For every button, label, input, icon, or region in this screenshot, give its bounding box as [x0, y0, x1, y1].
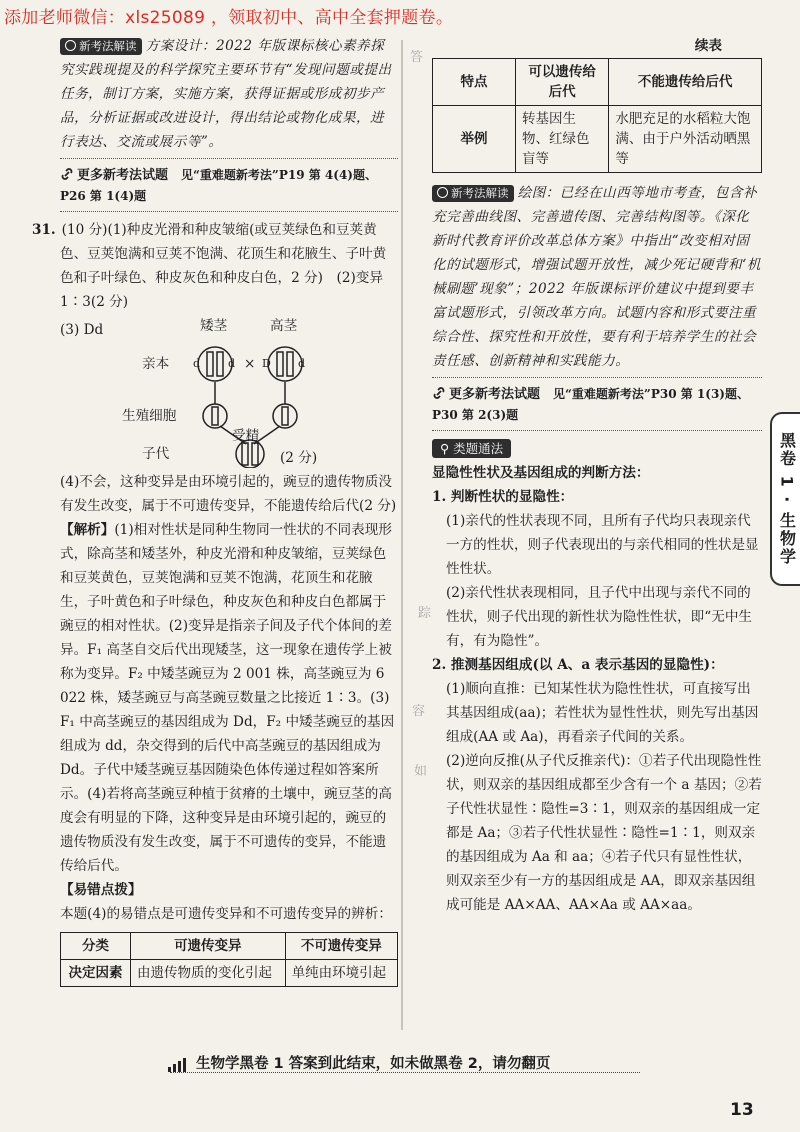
allele-label: d	[228, 357, 236, 370]
divider	[60, 158, 398, 159]
continued-label: 续表	[694, 38, 722, 54]
question-31	[32, 218, 398, 314]
inheritance-diagram	[60, 318, 398, 468]
table-header: 分类	[61, 933, 131, 960]
gutter-fragment: 答	[410, 50, 425, 65]
gutter-fragment: 踪	[418, 606, 433, 621]
new-exam-badge: 新考法解读	[60, 38, 142, 55]
parent-short	[198, 347, 232, 381]
analysis-text: (1)相对性状是同种生物同一性状的不同表现形式，除高茎和矮茎外，种皮光滑和种皮皱缩，豆荚绿色和豆荚黄色，豆荚饱满和豆荚不饱满，花顶生和花腋生，子叶黄色和子叶绿色，种皮灰色和种皮白色都属于豌豆的相对性状。(2)变异是指亲子间及子代个体间的差异。F₁ 高茎自交后代出现矮茎，这一现象在遗传学上被称为变异。F₂ 中矮茎豌豆为 2 001 株，高茎豌豆为 6 022 株，矮茎豌豆与高茎豌豆数量之比接近 1∶3。(3) F₁ 中高茎豌豆的基因组成为 Dd，F₂ 中矮茎豌豆的基因组成为 dd，杂交得到的后代中高茎豌豆的基因组成为 Dd。子代中矮茎豌豆基因随染色体传递过程如答案所示。(4)若将高茎豌豆种植于贫瘠的土壤中，豌豆茎的高度会有明显的下降，这种变异是由环境引起的，豌豆的遗传物质没有发生改变，属于不可遗传的变异，不能遗传给后代。	[60, 522, 395, 874]
more-questions	[60, 165, 398, 207]
question-number: 31.	[32, 222, 56, 238]
divider	[432, 430, 762, 431]
error-text: 本题(4)的易错点是可遗传变异和不可遗传变异的辨析：	[60, 906, 392, 922]
watermark: 添加老师微信：xls25089 ，领取初中、高中全套押题卷。	[4, 8, 454, 28]
gamete-short	[203, 382, 227, 428]
label-fertilization: 受精	[232, 428, 260, 444]
signal-bars-icon	[168, 1058, 188, 1072]
link-icon	[60, 167, 74, 181]
continued-table	[432, 58, 762, 173]
answer-1-2: (1)种皮光滑和种皮皱缩(或豆荚绿色和豆荚黄色、豆荚饱满和豆荚不饱满、花顶生和花腋生、子叶黄色和子叶绿色、种皮灰色和种皮白色，2 分) (2)变异 1∶3(2 分)	[60, 222, 397, 310]
more-label: 更多新考法试题	[77, 168, 169, 183]
table-row	[433, 106, 762, 173]
more-ref: 见“重难题新考法”P19 第 4(4)题、P26 第 1(4)题	[60, 168, 377, 203]
label-offspring: 子代	[142, 446, 170, 462]
table-cell: 决定因素	[61, 960, 131, 987]
allele-label: d	[298, 357, 306, 370]
section-1b: (2)亲代性状表现相同，且子代中出现与亲代不同的性状，则子代出现的新性状为隐性性状，即“无中生有，有为隐性”。	[446, 585, 753, 649]
cross-symbol: ×	[244, 356, 256, 372]
label-tall-stem: 高茎	[270, 318, 298, 334]
side-tab: 黑卷 1 · 生物学	[770, 412, 800, 586]
gutter-fragment: 容	[412, 704, 427, 719]
new-exam-intro	[432, 181, 762, 373]
section-1a: (1)亲代的性状表现不同，且所有子代均只表现亲代一方的性状，则子代表现出的与亲代相同的性状是显性性状。	[446, 513, 759, 577]
key-icon: ⚲	[440, 441, 454, 456]
more-label: 更多新考法试题	[449, 387, 541, 402]
gutter-divider	[401, 40, 403, 1030]
label-short-stem: 矮茎	[200, 318, 228, 334]
tip-header	[432, 437, 762, 461]
left-column	[32, 34, 398, 987]
analysis	[60, 518, 398, 878]
label-gamete: 生殖细胞	[122, 408, 177, 424]
section-2: 2. 推测基因组成(以 A、a 表示基因的显隐性)：	[432, 657, 724, 673]
variation-table	[60, 932, 398, 987]
new-exam-intro	[60, 34, 398, 154]
page-number: 13	[730, 1100, 754, 1120]
table-header: 不能遗传给后代	[609, 59, 762, 106]
more-questions	[432, 384, 762, 426]
table-header: 可遗传变异	[131, 933, 286, 960]
intro-text: 绘图：已经在山西等地市考查，包含补充完善曲线图、完善遗传图、完善结构图等。《深化新时代教育评价改革总体方案》中指出“改变相对固化的试题形式，增强试题开放性，减少死记硬背和‘机械刷题’现象”；2022 年版课标评价建议中提到要丰富试题形式，引领改革方向。试题内容和形式要注重综合性、探究性和开放性，要有利于培养学生的社会责任感、创新精神和实践能力。	[432, 185, 761, 369]
footer-note: 生物学黑卷 1 答案到此结束，如未做黑卷 2，请勿翻页	[196, 1056, 551, 1072]
chromosome-diagram	[60, 318, 398, 468]
right-column	[432, 34, 762, 917]
table-cell: 单纯由环境引起	[285, 960, 397, 987]
allele-label: d	[193, 357, 201, 370]
badge-dot-icon	[65, 40, 76, 51]
parent-tall	[268, 347, 302, 381]
allele-label: D	[262, 357, 271, 370]
label-parent: 亲本	[142, 356, 170, 372]
tip-title: 显隐性性状及基因组成的判断方法：	[432, 465, 650, 481]
question-score: (10 分)	[61, 222, 108, 238]
table-header-row	[433, 59, 762, 106]
intro-text: 方案设计：2022 年版课标核心素养探究实践现提及的科学探究主要环节有“发现问题或提出任务，制订方案，实施方案，获得证据或形成初步产品，分析证据或改进设计，得出结论或物化成果，进行表达、交流或展示等”。	[60, 38, 392, 150]
table-row	[61, 960, 398, 987]
analysis-label: 【解析】	[60, 522, 115, 538]
diagram-score: (2 分)	[280, 450, 318, 466]
table-header: 特点	[433, 59, 516, 106]
gutter-fragment: 如	[414, 764, 429, 779]
section-1: 1. 判断性状的显隐性：	[432, 489, 574, 505]
divider	[432, 377, 762, 378]
gamete-tall	[273, 382, 297, 428]
table-header: 不可遗传变异	[285, 933, 397, 960]
table-cell: 举例	[433, 106, 516, 173]
table-cell: 水肥充足的水稻粒大饱满、由于户外活动晒黑等	[609, 106, 762, 173]
footer-divider	[170, 1072, 640, 1073]
table-header: 可以遗传给后代	[516, 59, 609, 106]
section-2a: (1)顺向直推：已知某性状为隐性性状，可直接写出其基因组成(aa)；若性状为显性性状，则先写出基因组成(AA 或 Aa)，再看亲子代间的关系。	[446, 681, 759, 745]
tip-badge: ⚲ 类题通法	[432, 439, 511, 458]
badge-dot-icon	[437, 187, 448, 198]
answer-3-label: (3) Dd	[60, 322, 104, 338]
table-header-row	[61, 933, 398, 960]
divider	[60, 211, 398, 212]
table-cell: 由遗传物质的变化引起	[131, 960, 286, 987]
section-2b: (2)逆向反推(从子代反推亲代)：①若子代出现隐性性状，则双亲的基因组成都至少含有一个 a 基因；②若子代性状显性∶隐性=3∶1，则双亲的基因组成一定都是 Aa；③若子代性状显性∶隐性=1∶1，则双亲的基因组成为 Aa 和 aa；④若子代只有显性性状，则双亲至少有一方的基因组成是 AA，即双亲基因组成可能是 AA×AA、AA×Aa 或 AA×aa。	[446, 753, 762, 913]
error-label: 【易错点拨】	[60, 882, 142, 898]
link-icon	[432, 386, 446, 400]
answer-4: (4)不会，这种变异是由环境引起的，豌豆的遗传物质没有发生改变，属于不可遗传变异，不能遗传给后代(2 分)	[60, 474, 397, 514]
new-exam-badge: 新考法解读	[432, 185, 514, 202]
more-ref: 见“重难题新考法”P30 第 1(3)题、P30 第 2(3)题	[432, 387, 749, 422]
table-cell: 转基因生物、红绿色盲等	[516, 106, 609, 173]
